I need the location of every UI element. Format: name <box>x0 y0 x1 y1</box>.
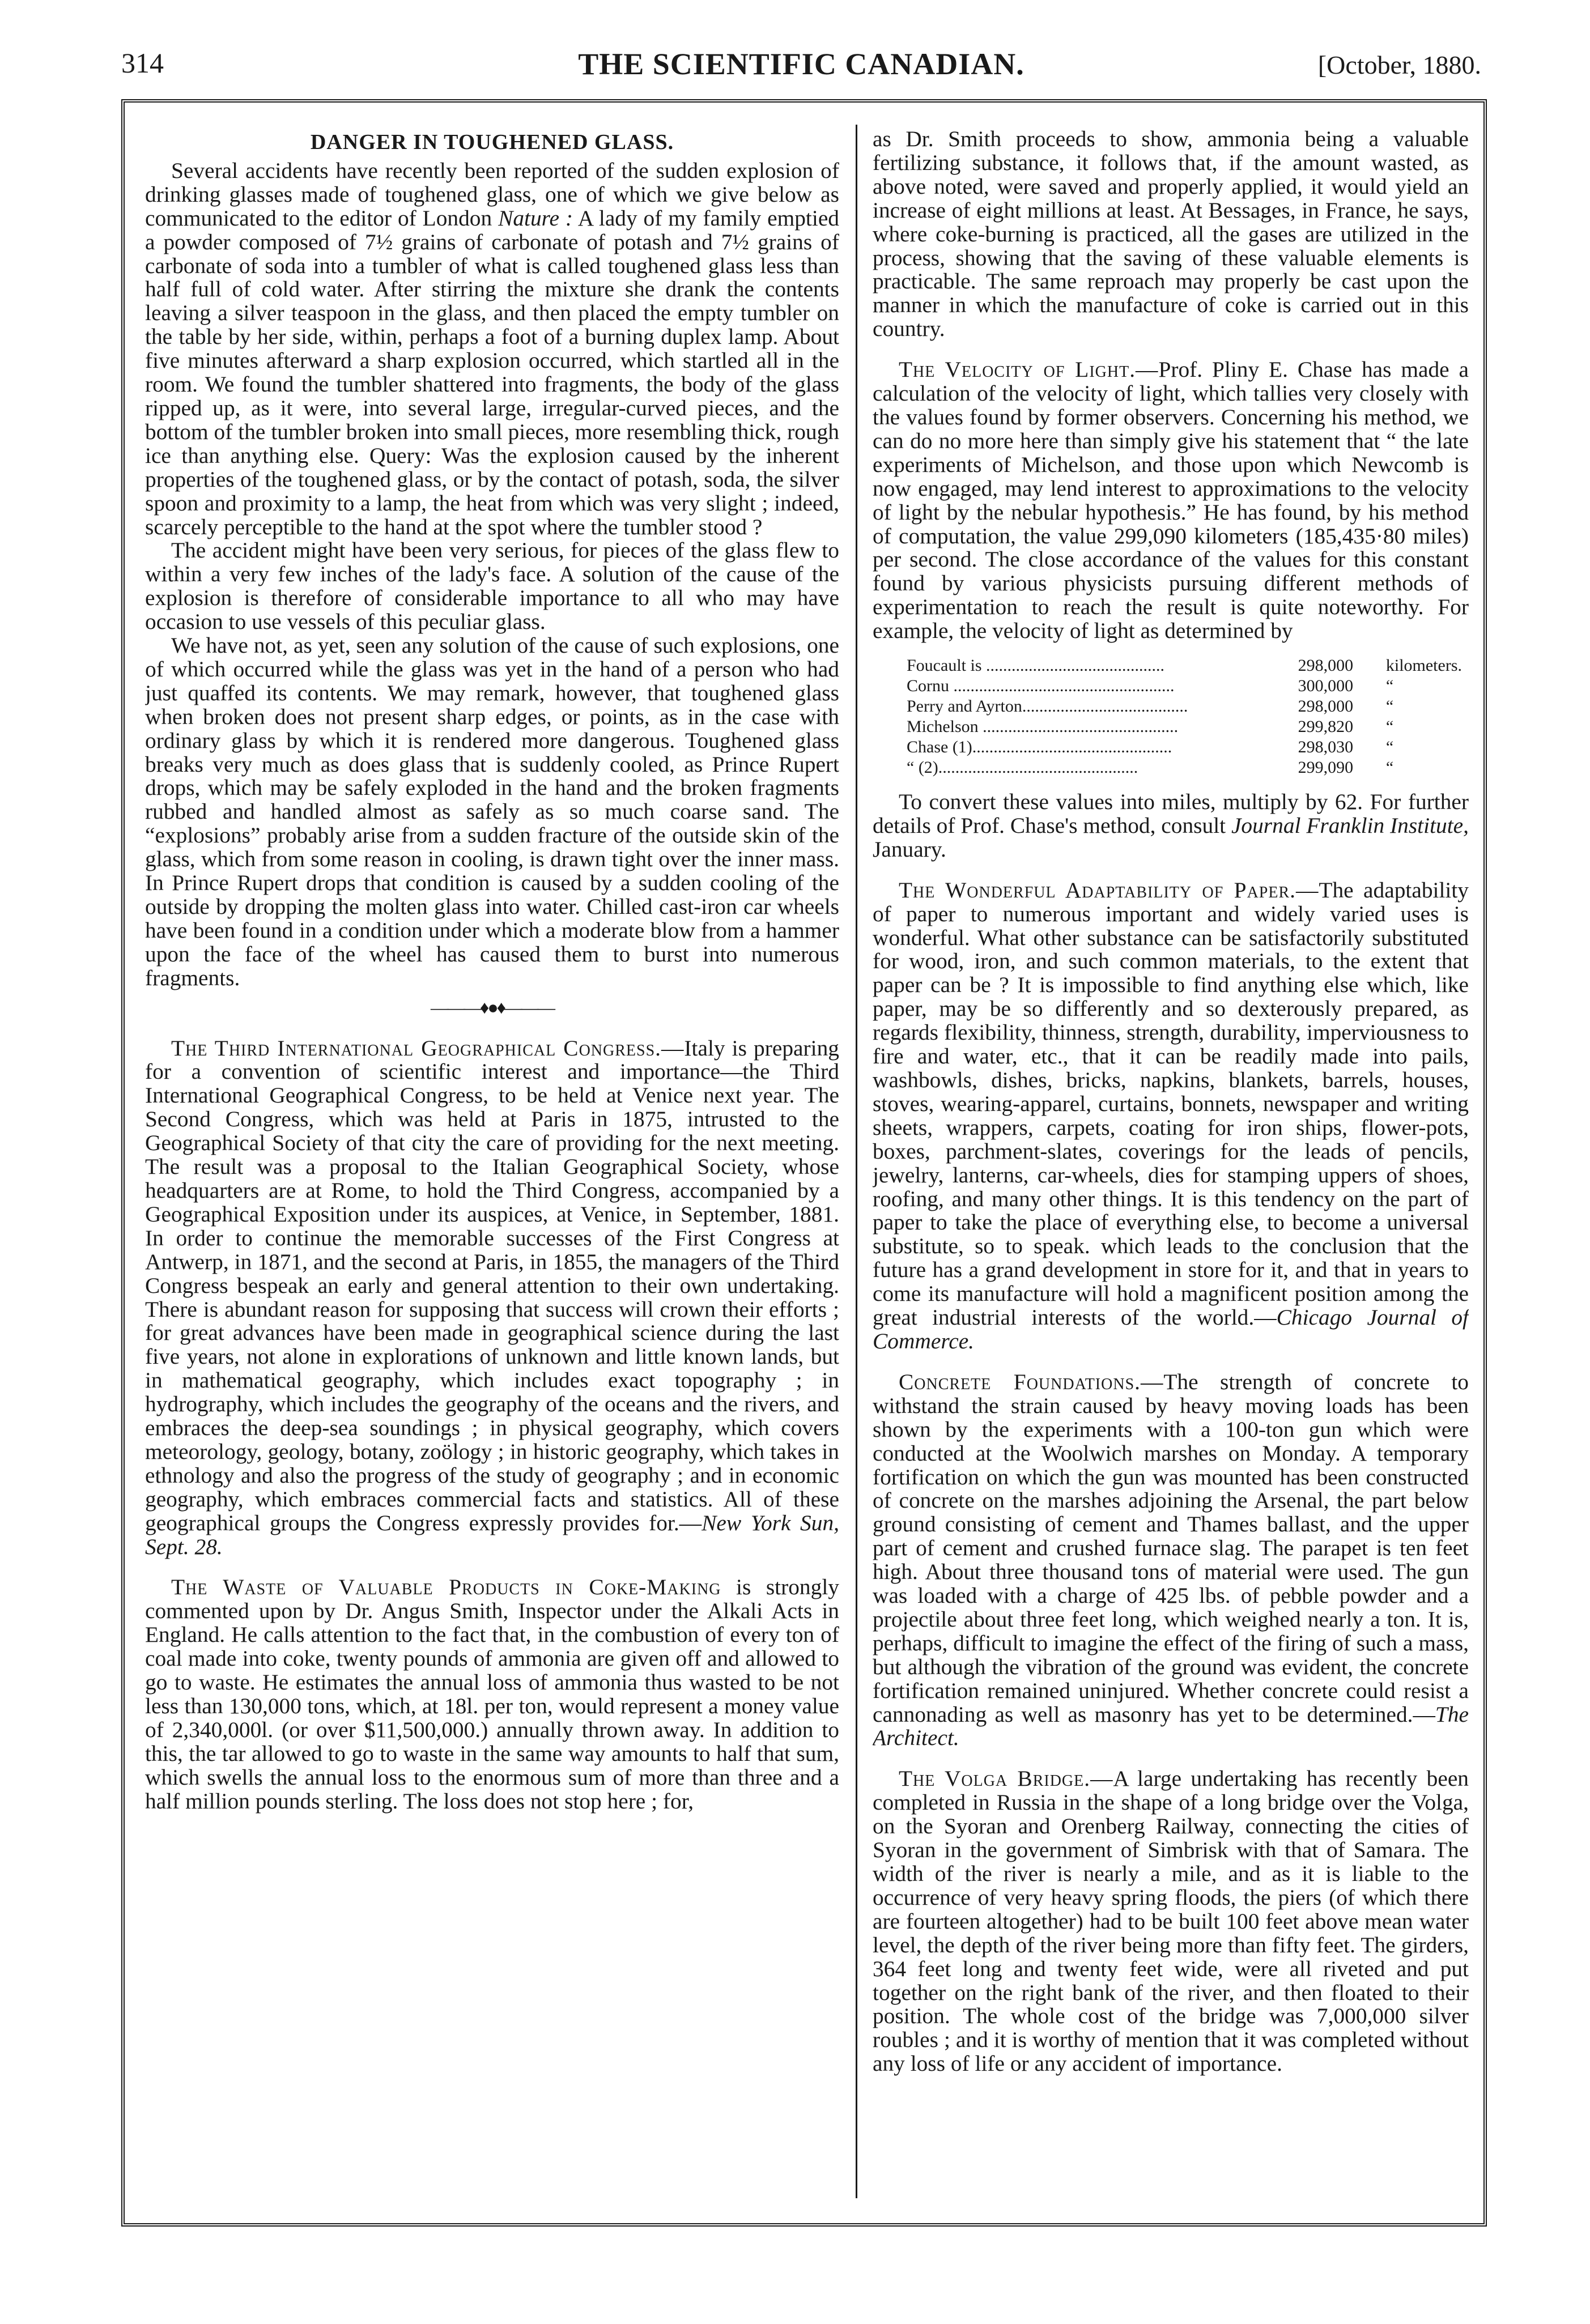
table-row: Perry and Ayrton....................................... 298,000 “ <box>907 697 1394 716</box>
toughened-glass-paragraph-3: We have not, as yet, seen any solution of the cause of such explosions, one of which occurred while the glass was yet in the hand of a person who had just quaffed its contents. We may remark, however, that toughened glass when broken does not present sharp edges, or points, as in the case with ordinary glass by which it is rendered more dangerous. Toughened glass breaks very much as does glass that is suddenly cooled, as Prince Rupert drops, which may be safely exploded in the hand and the broken fragments rubbed and handled almost as safely as so much coarse sand. The “explosions” probably arise from a sudden fracture of the outside skin of the glass, which from some reason in cooling, is drawn tight over the inner mass. In Prince Rupert drops that condition is caused by a sudden cooling of the outside by dropping the molten glass into water. Chilled cast-iron car wheels have been found in a condition under which a moderate blow from a hammer upon the face of the wheel has caused them to burst into numerous fragments. <box>145 633 839 990</box>
page-number: 314 <box>121 47 164 79</box>
geographical-congress-paragraph: The Third International Geographical Congress.—Italy is preparing for a convention of scientific interest and importance—the Third International Geographical Congress, to be held at Venice next year. The Second Congress, which was held at Paris in 1875, intrusted to the Geographical Society of that city the care of providing for the next meeting. The result was a proposal to the Italian Geographical Society, whose headquarters are at Rome, to hold the Third Congress, accompanied by a Geographical Exposition under its auspices, at Venice, in September, 1881. In order to continue the memorable successes of the First Congress at Antwerp, in 1871, and the second at Paris, in 1855, the managers of the Third Congress bespeak an early and general attention to their own undertaking. There is abundant reason for supposing that success will crown their efforts ; for great advances have been made in geographical science during the last five years, not alone in explorations of unknown and little known lands, but in mathematical geography, which includes exact topography ; in hydrography, which includes the geography of the oceans and the rivers, and embraces the deep-sea soundings ; in physical geography, which covers meteorology, geology, botany, zoölogy ; in historic geography, which takes in ethnology and also the progress of the study of geography ; and in economic geography, which embraces commercial facts and statistics. All of these geographical groups the Congress expressly provides for.—New York Sun, Sept. 28. <box>145 1035 839 1559</box>
volga-bridge-paragraph: The Volga Bridge.—A large undertaking has recently been completed in Russia in the shape of a long bridge over the Volga, on the Syoran and Orenberg Railway, connecting the cities of Syoran in the government of Simbrisk with that of Samara. The width of the river is nearly a mile, and as it is liable to the occurrence of very heavy spring floods, the piers (of which there are fourteen altogether) had to be built 100 feet above mean water level, the depth of the river being more than fifty feet. The girders, 364 feet long and twenty feet wide, were all riveted and put together on the right bank of the river, and then floated to their position. The whole cost of the bridge was 7,000,000 silver roubles ; and it is worthy of mention that it was completed without any loss of life or any accident of importance. <box>873 1766 1469 2076</box>
velocity-table <box>907 656 1462 778</box>
toughened-glass-paragraph-1: Several accidents have recently been reported of the sudden explosion of drinking glasses made of toughened glass, one of which we give below as communicated to the editor of London Nature : A lady of my family emptied a powder composed of 7½ grains of carbonate of potash and 7½ grains of carbonate of soda into a tumbler of what is called toughened glass less than half full of cold water. After stirring the mixture she drank the contents leaving a silver teaspoon in the glass, and then placed the empty tumbler on the table by her side, within, perhaps a foot of a burning duplex lamp. About five minutes afterward a sharp explosion occurred, which startled all in the room. We found the tumbler shattered into fragments, the body of the glass ripped up, as it were, into several large, irregular-curved pieces, and the bottom of the tumbler broken into small pieces, more resembling thick, rough ice than anything else. Query: Was the explosion caused by the inherent properties of the toughened glass, or by the contact of potash, soda, the silver spoon and proximity to a lamp, the heat from which was very slight ; indeed, scarcely perceptible to the hand at the spot where the tumbler stood ? <box>145 158 839 539</box>
page-header <box>121 46 1481 97</box>
right-column <box>873 127 1469 2207</box>
toughened-glass-paragraph-2: The accident might have been very serious, for pieces of the glass flew to within a very few inches of the lady's face. A solution of the cause of the explosion is therefore of considerable importance to all who may have occasion to use vessels of this peculiar glass. <box>145 538 839 635</box>
issue-date: [October, 1880. <box>1317 50 1481 79</box>
table-row: Foucault is .......................................... 298,000 kilometers. <box>907 656 1462 675</box>
table-row: Michelson .............................................. 299,820 “ <box>907 717 1394 737</box>
table-row: Chase (1)............................................... 298,030 “ <box>907 738 1394 757</box>
section-ornament: ———♦●♦——— <box>431 997 554 1018</box>
concrete-paragraph: Concrete Foundations.—The strength of concrete to withstand the strain caused by heavy moving loads has been shown by the experiments with a 100-ton gun which were conducted at the Woolwich marshes on Monday. A temporary fortification on which the gun was mounted has been constructed of concrete on the marshes adjoining the Arsenal, the part below ground consisting of cement and Thames ballast, and the upper part of cement and crushed furnace slag. The parapet is ten feet high. About three thousand tons of material were used. The gun was loaded with a charge of 425 lbs. of pebble powder and a projectile about three feet long, which weighed nearly a ton. It is, perhaps, difficult to imagine the effect of the firing of such a mass, but although the vibration of the ground was evident, the concrete fortification remained uninjured. Whether concrete could resist a cannonading as well as masonry has yet to be determined.—The Architect. <box>873 1369 1469 1751</box>
article-heading-toughened-glass: DANGER IN TOUGHENED GLASS. <box>310 130 674 154</box>
paper-paragraph: The Wonderful Adaptability of Paper.—The adaptability of paper to numerous important and widely varied uses is wonderful. What other substance can be satisfactorily substituted for wood, iron, and such common materials, to the extent that paper can be ? It is impossible to find anything else which, like paper, may be so differently and so dexterously prepared, as regards flexibility, thinness, strength, durability, imperviousness to fire and water, etc., that it can be readily made into pails, washbowls, dishes, bricks, napkins, blankets, barrels, houses, stoves, wearing-apparel, curtains, bonnets, newspaper and writing sheets, wrappers, carpets, coating for iron ships, flower-pots, boxes, parchment-slates, coverings for the leads of pencils, jewelry, lanterns, car-wheels, dies for stamping uppers of shoes, roofing, and many other things. It is this tendency on the part of paper to take the place of everything else, to become a universal substitute, so to speak. which leads to the conclusion that the future has a grand development in store for it, and that in years to come its manufacture will hold a magnificent position among the great industrial interests of the world.—Chicago Journal of Commerce. <box>873 877 1469 1353</box>
publication-title: THE SCIENTIFIC CANADIAN. <box>578 47 1024 81</box>
column-rule <box>856 125 857 2198</box>
velocity-of-light-paragraph: The Velocity of Light.—Prof. Pliny E. Chase has made a calculation of the velocity of light, which tallies very closely with the values found by former observers. Concerning his method, we can do no more here than simply give his statement that “ the late experiments of Michelson, and those upon which Newcomb is now engaged, may lend interest to approximations to the velocity of light by the nebular hypothesis.” He has found, by his method of computation, the value 299,090 kilometers (185,435·80 miles) per second. The close accordance of the values for this constant found by various physicists pursuing different methods of experimentation to reach the result is quite noteworthy. For example, the velocity of light as determined by <box>873 357 1469 644</box>
left-column <box>145 127 839 2207</box>
coke-making-continued: as Dr. Smith proceeds to show, ammonia being a valuable fertilizing substance, it follows that, if the amount wasted, as above noted, were saved and properly applied, it would yield an increase of eight millions at least. At Bessages, in France, he says, where coke-burning is practiced, all the gases are utilized in the process, showing that the saving of these valuable elements is practicable. The same reproach may properly be cast upon the manner in which the manufacture of coke is carried out in this country. <box>873 127 1469 342</box>
table-row: “ (2)............................................... 299,090 “ <box>907 758 1394 777</box>
coke-making-paragraph: The Waste of Valuable Products in Coke-Making is strongly commented upon by Dr. Angus Smith, Inspector under the Alkali Acts in England. He calls attention to the fact that, in the combustion of every ton of coal made into coke, twenty pounds of ammonia are given off and allowed to go to waste. He estimates the annual loss of ammonia thus wasted to be not less than 130,000 tons, which, at 18l. per ton, would represent a money value of 2,340,000l. (or over $11,500,000.) annually thrown away. In addition to this, the tar allowed to go to waste in the same way amounts to half that sum, which swells the annual loss to the enormous sum of more than three and a half million pounds sterling. The loss does not stop here ; for, <box>145 1574 839 1814</box>
velocity-conversion-paragraph: To convert these values into miles, multiply by 62. For further details of Prof. Chase's method, consult Journal Franklin Institute, January. <box>873 789 1469 862</box>
table-row: Cornu .................................................... 300,000 “ <box>907 676 1394 696</box>
